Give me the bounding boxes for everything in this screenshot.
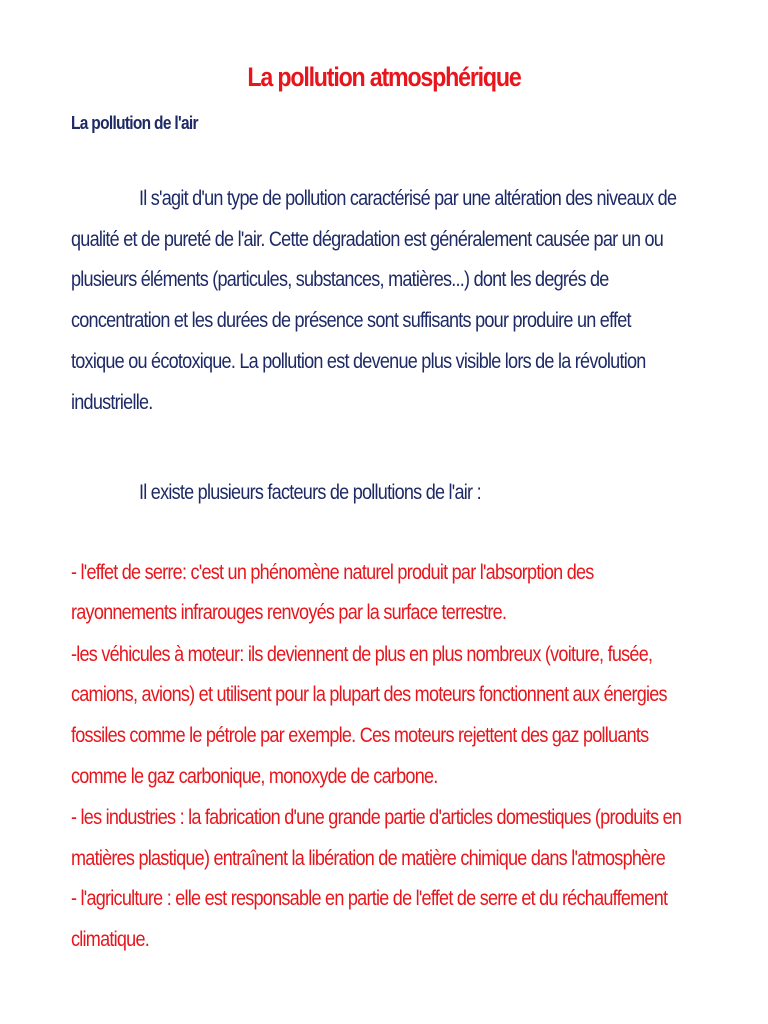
paragraph-line: Il s'agit d'un type de pollution caractérisé par une altération des niveaux de <box>139 186 677 210</box>
list-item: - l'agriculture : elle est responsable en partie de l'effet de serre et du réchauffement <box>71 886 668 910</box>
list-item: camions, avions) et utilisent pour la plupart des moteurs fonctionnent aux énergies <box>71 682 667 706</box>
section-heading: La pollution de l'air <box>71 113 198 133</box>
list-item: -les véhicules à moteur: ils deviennent de plus en plus nombreux (voiture, fusée, <box>71 642 653 666</box>
list-item: comme le gaz carbonique, monoxyde de carbone. <box>71 764 438 788</box>
paragraph-line: industrielle. <box>71 390 153 414</box>
list-item: fossiles comme le pétrole par exemple. Ces moteurs rejettent des gaz polluants <box>71 723 649 747</box>
page-title: La pollution atmosphérique <box>247 62 521 92</box>
paragraph-line: toxique ou écotoxique. La pollution est devenue plus visible lors de la révolution <box>71 349 646 373</box>
list-item: rayonnements infrarouges renvoyés par la surface terrestre. <box>71 600 507 624</box>
paragraph-line: concentration et les durées de présence sont suffisants pour produire un effet <box>71 308 631 332</box>
factors-intro: Il existe plusieurs facteurs de pollutions de l'air : <box>139 480 481 504</box>
paragraph-line: qualité et de pureté de l'air. Cette dégradation est généralement causée par un ou <box>71 227 664 251</box>
list-item: climatique. <box>71 927 150 951</box>
list-item: - les industries : la fabrication d'une grande partie d'articles domestiques (produits en <box>71 805 682 829</box>
paragraph-line: plusieurs éléments (particules, substances, matières...) dont les degrés de <box>71 267 609 291</box>
list-item: - l'effet de serre: c'est un phénomène naturel produit par l'absorption des <box>71 560 594 584</box>
list-item: matières plastique) entraînent la libération de matière chimique dans l'atmosphère <box>71 846 665 870</box>
